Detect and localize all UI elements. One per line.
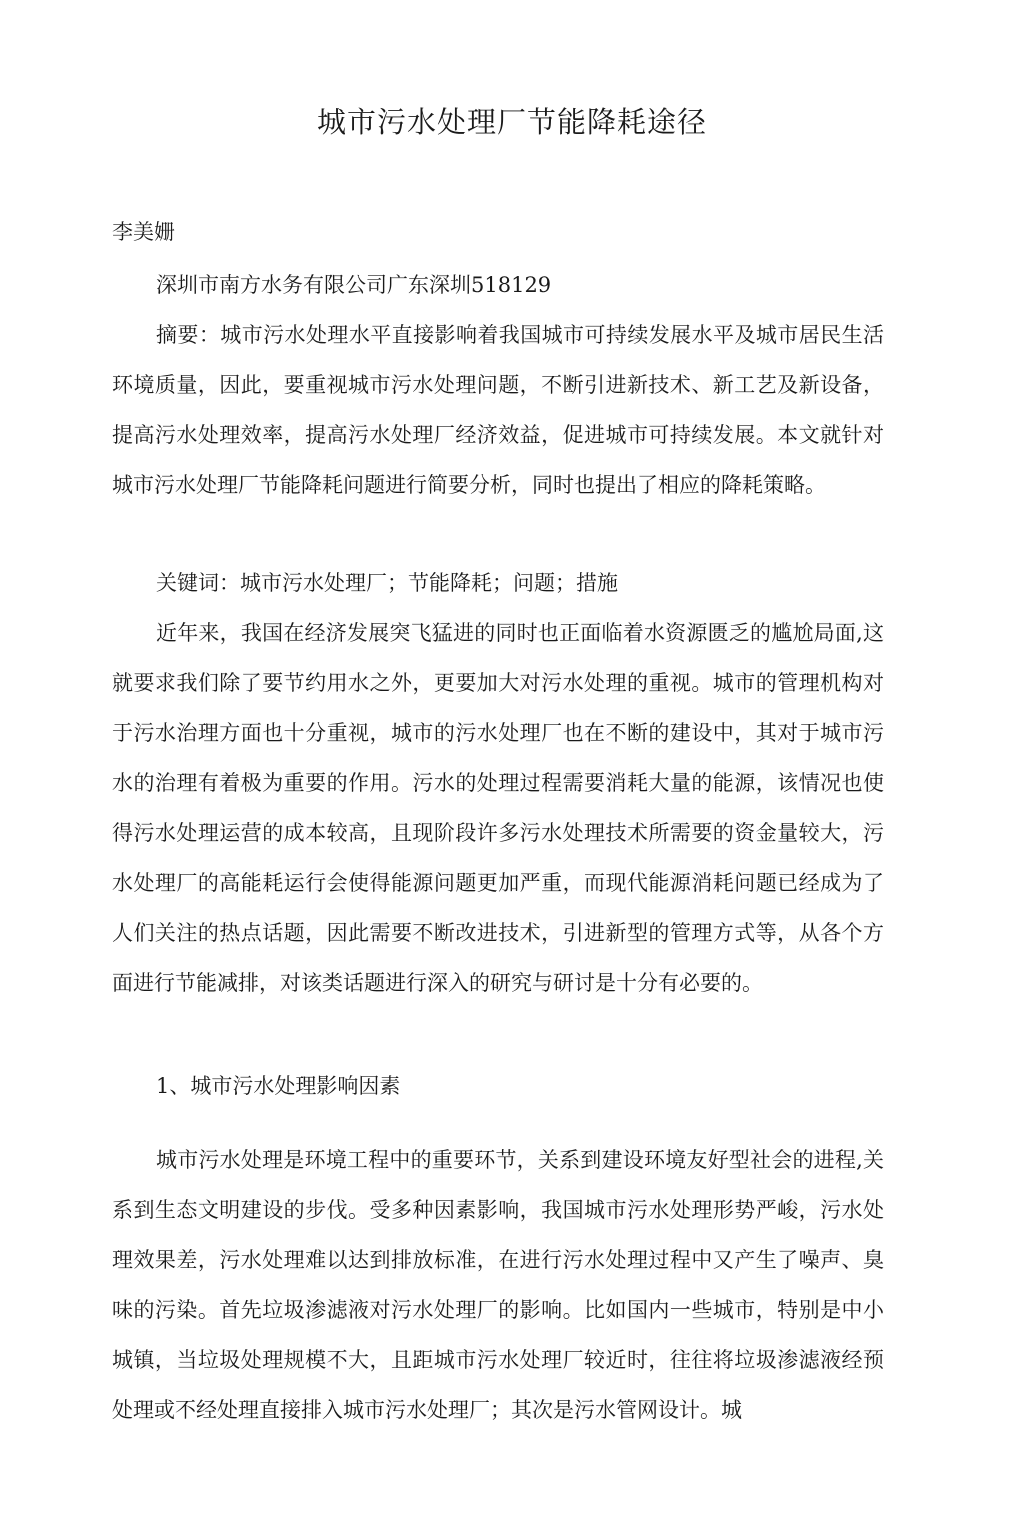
document-title: 城市污水处理厂节能降耗途径 bbox=[316, 105, 707, 139]
author-name: 李美姗 bbox=[112, 220, 175, 244]
abstract-paragraph: 摘要：城市污水处理水平直接影响着我国城市可持续发展水平及城市居民生活环境质量，因此，要重视城市污水处理问题，不断引进新技术、新工艺及新设备，提高污水处理效率，提高污水处理厂经济效益，促进城市可持续发展。本文就针对城市污水处理厂节能降耗问题进行简要分析，同时也提出了相应的降耗策略。 bbox=[112, 323, 884, 497]
section-body-paragraph: 城市污水处理是环境工程中的重要环节，关系到建设环境友好型社会的进程,关系到生态文明建设的步伐。受多种因素影响，我国城市污水处理形势严峻，污水处理效果差，污水处理难以达到排放标准，在进行污水处理过程中又产生了噪声、臭味的污染。首先垃圾渗滤液对污水处理厂的影响。比如国内一些城市，特别是中小城镇，当垃圾处理规模不大，且距城市污水处理厂较近时，往往将垃圾渗滤液经预处理或不经处理直接排入城市污水处理厂；其次是污水管网设计。城 bbox=[112, 1148, 884, 1422]
author-affiliation: 深圳市南方水务有限公司广东深圳518129 bbox=[156, 273, 552, 297]
section-heading: 1、城市污水处理影响因素 bbox=[156, 1074, 401, 1098]
keywords-line: 关键词：城市污水处理厂；节能降耗；问题；措施 bbox=[156, 571, 618, 595]
intro-paragraph: 近年来，我国在经济发展突飞猛进的同时也正面临着水资源匮乏的尴尬局面,这就要求我们除了要节约用水之外，更要加大对污水处理的重视。城市的管理机构对于污水治理方面也十分重视，城市的污水处理厂也在不断的建设中，其对于城市污水的治理有着极为重要的作用。污水的处理过程需要消耗大量的能源，该情况也使得污水处理运营的成本较高，且现阶段许多污水处理技术所需要的资金量较大，污水处理厂的高能耗运行会使得能源问题更加严重，而现代能源消耗问题已经成为了人们关注的热点话题，因此需要不断改进技术，引进新型的管理方式等，从各个方面进行节能减排，对该类话题进行深入的研究与研讨是十分有必要的。 bbox=[112, 621, 884, 995]
